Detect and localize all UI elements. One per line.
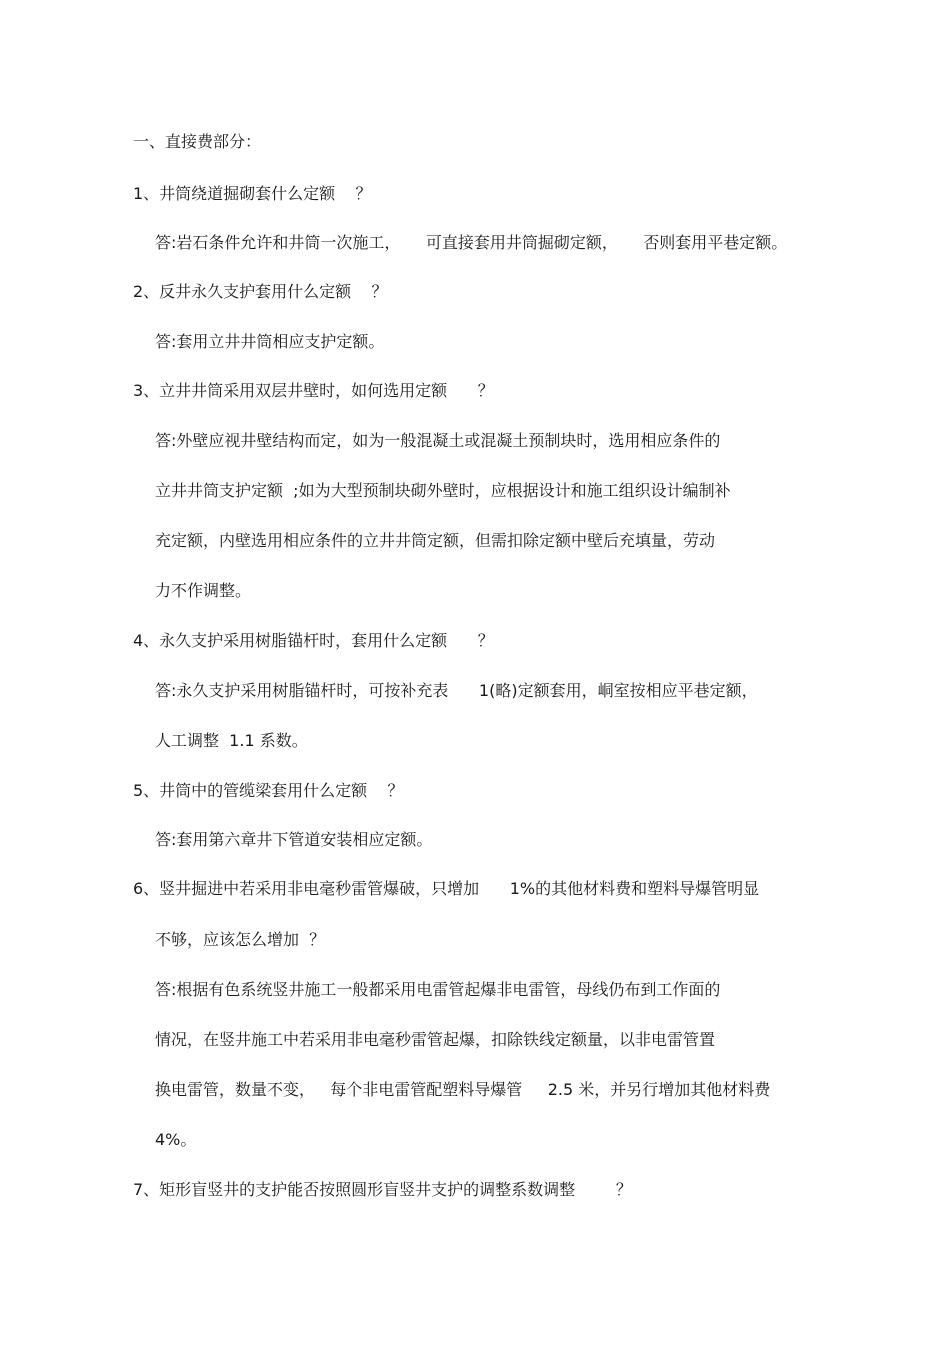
answer-3-line-2: 立井井筒支护定额 ;如为大型预制块砌外壁时，应根据设计和施工组织设计编制补 <box>155 481 731 500</box>
answer-4-line-2: 人工调整 1.1 系数。 <box>155 731 308 750</box>
answer-3-line-3: 充定额，内壁选用相应条件的立井井筒定额，但需扣除定额中壁后充填量，劳动 <box>155 531 716 550</box>
question-5: 5、井筒中的管缆梁套用什么定额 ？ <box>133 781 404 800</box>
answer-1: 答:岩石条件允许和井筒一次施工， 可直接套用井筒掘砌定额， 否则套用平巷定额。 <box>155 233 788 252</box>
answer-3-line-1: 答:外壁应视井壁结构而定，如为一般混凝土或混凝土预制块时，选用相应条件的 <box>155 431 721 450</box>
answer-3-line-4: 力不作调整。 <box>155 581 252 600</box>
question-2: 2、反井永久支护套用什么定额 ？ <box>133 282 388 301</box>
question-6-line-2: 不够，应该怎么增加 ？ <box>155 930 326 949</box>
question-4: 4、永久支护采用树脂锚杆时，套用什么定额 ？ <box>133 631 494 650</box>
answer-2: 答:套用立井井筒相应支护定额。 <box>155 332 385 351</box>
question-7: 7、矩形盲竖井的支护能否按照圆形盲竖井支护的调整系数调整 ？ <box>133 1180 632 1199</box>
answer-6-line-4: 4%。 <box>155 1130 197 1149</box>
question-3: 3、立井井筒采用双层井壁时，如何选用定额 ？ <box>133 381 494 400</box>
section-title: 一、直接费部分： <box>133 132 262 151</box>
answer-5: 答:套用第六章井下管道安装相应定额。 <box>155 830 433 849</box>
question-1: 1、井筒绕道掘砌套什么定额 ？ <box>133 184 372 203</box>
answer-6-line-3: 换电雷管，数量不变， 每个非电雷管配塑料导爆管 2.5 米，并另行增加其他材料费 <box>155 1080 771 1099</box>
answer-4-line-1: 答:永久支护采用树脂锚杆时，可按补充表 1(略)定额套用，峒室按相应平巷定额， <box>155 681 758 700</box>
answer-6-line-2: 情况，在竖井施工中若采用非电毫秒雷管起爆，扣除铁线定额量，以非电雷管置 <box>155 1030 716 1049</box>
question-6-line-1: 6、竖井掘进中若采用非电毫秒雷管爆破，只增加 1%的其他材料费和塑料导爆管明显 <box>133 879 760 898</box>
answer-6-line-1: 答:根据有色系统竖井施工一般都采用电雷管起爆非电雷管，母线仍布到工作面的 <box>155 980 721 999</box>
